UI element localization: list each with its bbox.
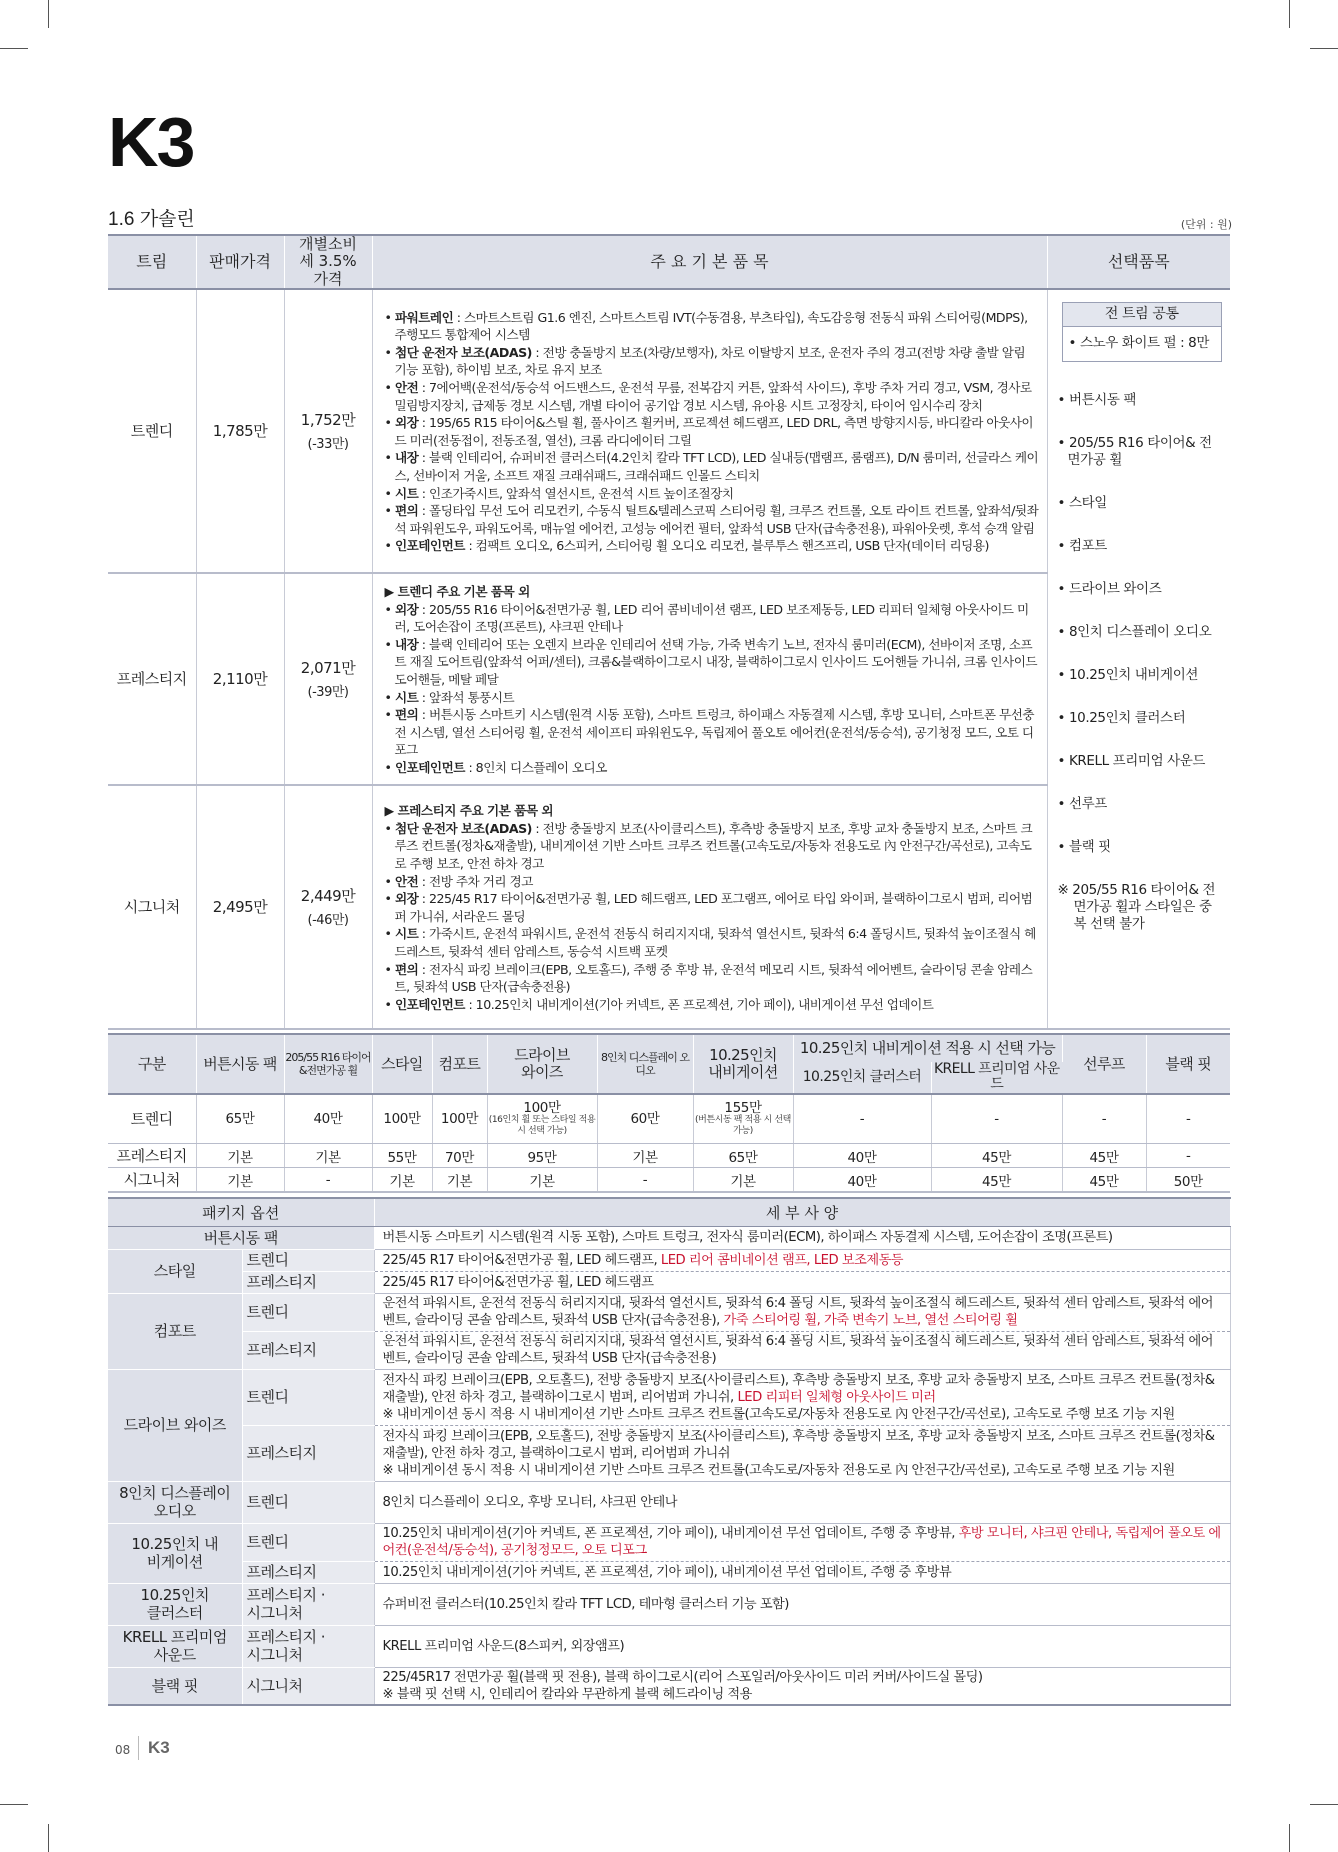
common-option-item: • 스노우 화이트 펄 : 8만	[1068, 334, 1209, 351]
page-subtitle: 1.6 가솔린	[108, 209, 195, 230]
feature-item: • 내장 : 블랙 인테리어 또는 오렌지 브라운 인테리어 선택 가능, 가죽 변속기 노브, 전자식 룸미러(ECM), 선바이저 조명, 소프트 재질 도어트림(앞좌석 어퍼/센터), 크롬&블랙하이그로시 내장, 블랙하이그로시 인사이드 도어핸들 가니쉬, 크롬 인사이드 도어핸들, 메탈 페달	[384, 636, 1038, 687]
feature-item: • 시트 : 인조가죽시트, 앞좌석 열선시트, 운전석 시트 높이조절장치	[384, 485, 734, 501]
option-price: 45만	[1062, 1168, 1146, 1192]
package-name: 버튼시동 팩	[108, 1226, 374, 1249]
package-trim: 시그니처	[242, 1667, 374, 1705]
col-black-fit: 블랙 핏	[1146, 1034, 1230, 1094]
table-row	[108, 1523, 1230, 1561]
option-price: 100만 (16인치 휠 또는 스타일 적용 시 선택 가능)	[487, 1094, 597, 1144]
table-row	[108, 1481, 1230, 1523]
option-price: 95만	[487, 1144, 597, 1168]
package-name: 드라이브 와이즈	[108, 1369, 242, 1481]
crop-mark	[0, 48, 28, 49]
feature-item: • 외장 : 195/65 R15 타이어&스틸 휠, 풀사이즈 휠커버, 프로젝션 헤드램프, LED DRL, 측면 방향지시등, 바디칼라 아웃사이드 미러(전동접이, 전동조절, 열선), 크롬 라디에이터 그릴	[384, 415, 1034, 448]
unit-note: (단위 : 원)	[1180, 218, 1232, 231]
option-item: • 205/55 R16 타이어& 전면가공 휠	[1057, 434, 1212, 468]
table-row	[108, 1168, 1230, 1192]
crop-mark	[1289, 0, 1290, 28]
option-price: 45만	[1062, 1144, 1146, 1168]
package-trim: 프레스티지	[242, 1561, 374, 1583]
option-price: 100만	[432, 1094, 487, 1144]
page-number: 08	[115, 1743, 131, 1757]
col-category: 구분	[108, 1034, 196, 1094]
feature-item: • 인포테인먼트 : 10.25인치 내비게이션(기아 커넥트, 폰 프로젝션, 기아 페이), 내비게이션 무선 업데이트	[384, 996, 934, 1012]
option-price: 기본	[196, 1144, 284, 1168]
option-price: 기본	[693, 1168, 793, 1192]
trim-tax-price: 1,752만 (-33만)	[284, 289, 372, 573]
option-price: 40만	[793, 1144, 931, 1168]
col-cluster: 10.25인치 클러스터	[793, 1062, 931, 1094]
feature-item: • 외장 : 225/45 R17 타이어&전면가공 휠, LED 헤드램프, LED 포그램프, 에어로 타입 와이퍼, 블랙하이그로시 범퍼, 리어범퍼 가니쉬, 서라운드 몰딩	[384, 891, 1033, 924]
package-detail-table	[108, 1197, 1231, 1706]
package-detail: 10.25인치 내비게이션(기아 커넥트, 폰 프로젝션, 기아 페이), 내비게이션 무선 업데이트, 주행 중 후방뷰, 후방 모니터, 샤크핀 안테나, 독립제어 풀오토 에어컨(운전석/동승석), 공기청정모드, 오토 디포그	[374, 1523, 1230, 1561]
package-detail: 225/45R17 전면가공 휠(블랙 핏 전용), 블랙 하이그로시(리어 스포일러/아웃사이드 미러 커버/사이드실 몰딩) ※ 블랙 핏 선택 시, 인테리어 칼라와 무관하게 블랙 헤드라이닝 적용	[374, 1667, 1230, 1705]
package-name: 블랙 핏	[108, 1667, 242, 1705]
package-detail: 8인치 디스플레이 오디오, 후방 모니터, 샤크핀 안테나	[374, 1481, 1230, 1523]
option-price: 65만	[196, 1094, 284, 1144]
option-item: • 컴포트	[1057, 537, 1107, 554]
feature-list	[372, 289, 1047, 573]
col-navigation: 10.25인치 내비게이션	[693, 1034, 793, 1094]
feature-item: • 편의 : 전자식 파킹 브레이크(EPB, 오토홀드), 주행 중 후방 뷰, 운전석 메모리 시트, 뒷좌석 에어벤트, 슬라이딩 콘솔 암레스트, 뒷좌석 USB 단자(급속충전용)	[384, 961, 1033, 995]
common-options-title: 전 트림 공통	[1063, 303, 1222, 327]
option-price: 기본	[432, 1168, 487, 1192]
option-price: 155만 (버튼시동 팩 적용 시 선택 가능)	[693, 1094, 793, 1144]
trim-name: 시그니처	[108, 1168, 196, 1192]
table-row	[108, 1561, 1230, 1583]
option-item: • 드라이브 와이즈	[1057, 580, 1162, 597]
package-trim: 프레스티지	[242, 1271, 374, 1293]
option-price: 40만	[284, 1094, 372, 1144]
table-row	[108, 1425, 1230, 1481]
package-trim: 프레스티지	[242, 1331, 374, 1369]
option-price: 65만	[693, 1144, 793, 1168]
trim-price: 1,785만	[196, 289, 284, 573]
option-price: -	[793, 1094, 931, 1144]
option-price: -	[284, 1168, 372, 1192]
feature-list	[372, 785, 1047, 1029]
feature-item: • 편의 : 폴딩타입 무선 도어 리모컨키, 수동식 틸트&텔레스코픽 스티어링 휠, 크루즈 컨트롤, 오토 라이트 컨트롤, 앞좌석/뒷좌석 파워윈도우, 파워도어록, 매뉴얼 에어컨, 고성능 에어컨 필터, 앞좌석 USB 단자(급속충전용), 파워아웃렛, 후석 승객 알림	[384, 503, 1039, 536]
table-row	[108, 1271, 1230, 1293]
trim-price: 2,495만	[196, 785, 284, 1029]
col-drive-wise: 드라이브 와이즈	[487, 1034, 597, 1094]
package-trim: 트렌디	[242, 1523, 374, 1561]
footer-divider	[138, 1736, 139, 1760]
option-price: -	[1146, 1144, 1230, 1168]
package-detail: 전자식 파킹 브레이크(EPB, 오토홀드), 전방 충돌방지 보조(사이클리스트), 후측방 충돌방지 보조, 후방 교차 충돌방지 보조, 스마트 크루즈 컨트롤(정차&재출발), 안전 하차 경고, 블랙하이그로시 범퍼, 리어범퍼 가니쉬, LED 리피터 일체형 아웃사이드 미러 ※ 내비게이션 동시 적용 시 내비게이션 기반 스마트 크루즈 컨트롤(고속도로/자동차 전용도로 內 안전구간/곡선로), 고속도로 주행 보조 기능 지원	[374, 1369, 1230, 1425]
feature-section-header: ▶ 트렌디 주요 기본 품목 외	[384, 583, 530, 599]
col-8inch-audio: 8인치 디스플레이 오디오	[597, 1034, 693, 1094]
option-price: -	[931, 1094, 1062, 1144]
package-detail: 버튼시동 스마트키 시스템(원격 시동 포함), 스마트 트렁크, 전자식 룸미러(ECM), 하이패스 자동결제 시스템, 도어손잡이 조명(프론트)	[374, 1226, 1230, 1249]
feature-item: • 편의 : 버튼시동 스마트키 시스템(원격 시동 포함), 스마트 트렁크, 하이패스 자동결제 시스템, 후방 모니터, 스마트폰 무선충전 시스템, 열선 스티어링 휠, 운전석 세이프티 파워윈도우, 독립제어 풀오토 에어컨(운전석/동승석), 공기청정 모드, 오토 디포그	[384, 707, 1035, 758]
footer-brand: K3	[148, 1738, 170, 1757]
feature-item: • 첨단 운전자 보조(ADAS) : 전방 충돌방지 보조(사이클리스트), 후측방 충돌방지 보조, 후방 교차 충돌방지 보조, 스마트 크루즈 컨트롤(정차&재출발), 내비게이션 기반 스마트 크루즈 컨트롤(고속도로/자동차 전용도로 內 안전구간/곡선로), 고속도로 주행 보조, 안전 하차 경고	[384, 820, 1033, 871]
option-item: • 10.25인치 내비게이션	[1057, 666, 1198, 683]
feature-item: • 외장 : 205/55 R16 타이어&전면가공 휠, LED 리어 콤비네이션 램프, LED 보조제동등, LED 리피터 일체형 아웃사이드 미러, 도어손잡이 조명(프론트), 샤크핀 안테나	[384, 601, 1029, 635]
table-row	[108, 1094, 1230, 1144]
feature-list	[372, 573, 1047, 785]
trim-name: 트렌디	[108, 289, 196, 573]
option-price: 45만	[931, 1144, 1062, 1168]
option-item: • 스타일	[1057, 494, 1107, 511]
feature-item: • 인포테인먼트 : 컴팩트 오디오, 6스피커, 스티어링 휠 오디오 리모컨, 블루투스 핸즈프리, USB 단자(데이터 리딩용)	[384, 538, 989, 554]
col-wheel: 205/55 R16 타이어 &전면가공 휠	[284, 1034, 372, 1094]
table-row	[108, 289, 1230, 573]
package-detail: KRELL 프리미엄 사운드(8스피커, 외장앰프)	[374, 1625, 1230, 1667]
option-price-table	[108, 1033, 1230, 1193]
header-features: 주 요 기 본 품 목	[372, 235, 1047, 289]
feature-item: • 안전 : 전방 주차 거리 경고	[384, 873, 533, 889]
crop-mark	[0, 1804, 28, 1805]
option-price: 기본	[196, 1168, 284, 1192]
option-price: 60만	[597, 1094, 693, 1144]
option-price: 기본	[372, 1168, 432, 1192]
package-detail: 10.25인치 내비게이션(기아 커넥트, 폰 프로젝션, 기아 페이), 내비게이션 무선 업데이트, 주행 중 후방뷰	[374, 1561, 1230, 1583]
package-name: 8인치 디스플레이 오디오	[108, 1481, 242, 1523]
option-item: • KRELL 프리미엄 사운드	[1057, 752, 1206, 769]
package-trim: 프레스티지 · 시그니처	[242, 1583, 374, 1625]
col-button-start-pack: 버튼시동 팩	[196, 1034, 284, 1094]
option-price: 기본	[597, 1144, 693, 1168]
trim-tax-price: 2,071만 (-39만)	[284, 573, 372, 785]
option-price: -	[1146, 1094, 1230, 1144]
option-price: 기본	[284, 1144, 372, 1168]
feature-item: • 내장 : 블랙 인테리어, 슈퍼비전 클러스터(4.2인치 칼라 TFT LCD), LED 실내등(맵램프, 룸램프), D/N 룸미러, 선글라스 케이스, 선바이저 거울, 소프트 재질 크래쉬패드, 크래쉬패드 인몰드 스티치	[384, 450, 1039, 483]
header-trim: 트림	[108, 235, 196, 289]
option-item: • 10.25인치 클러스터	[1057, 709, 1186, 726]
option-price: 40만	[793, 1168, 931, 1192]
package-name: 컴포트	[108, 1293, 242, 1369]
crop-mark	[1310, 1804, 1338, 1805]
common-options-box	[1062, 302, 1223, 362]
crop-mark	[1310, 48, 1338, 49]
brand-logo: K3	[108, 103, 194, 181]
package-name: 스타일	[108, 1249, 242, 1293]
option-price: 100만	[372, 1094, 432, 1144]
crop-mark	[48, 1824, 49, 1852]
options-note: ※ 205/55 R16 타이어& 전면가공 휠과 스타일은 중복 선택 불가	[1057, 881, 1216, 932]
feature-item: • 시트 : 가죽시트, 운전석 파워시트, 운전석 전동식 허리지지대, 뒷좌석 열선시트, 뒷좌석 6:4 폴딩시트, 뒷좌석 높이조절식 헤드레스트, 뒷좌석 센터 암레스트, 동승석 시트백 포켓	[384, 926, 1036, 959]
table-row	[108, 1144, 1230, 1168]
feature-item: • 시트 : 앞좌석 통풍시트	[384, 689, 515, 705]
option-price: 기본	[487, 1168, 597, 1192]
package-trim: 트렌디	[242, 1249, 374, 1271]
trim-name: 시그니처	[108, 785, 196, 1029]
option-item: • 버튼시동 팩	[1057, 391, 1137, 408]
trim-feature-table	[108, 234, 1230, 1030]
table-row	[108, 1331, 1230, 1369]
package-detail: 운전석 파워시트, 운전석 전동식 허리지지대, 뒷좌석 열선시트, 뒷좌석 6:4 폴딩 시트, 뒷좌석 높이조절식 헤드레스트, 뒷좌석 센터 암레스트, 뒷좌석 에어벤트, 슬라이딩 콘솔 암레스트, 뒷좌석 USB 단자(급속충전용)	[374, 1331, 1230, 1369]
package-name: KRELL 프리미엄 사운드	[108, 1625, 242, 1667]
option-item: • 선루프	[1057, 795, 1107, 812]
package-detail: 운전석 파워시트, 운전석 전동식 허리지지대, 뒷좌석 열선시트, 뒷좌석 6:4 폴딩 시트, 뒷좌석 높이조절식 헤드레스트, 뒷좌석 센터 암레스트, 뒷좌석 에어벤트, 슬라이딩 콘솔 암레스트, 뒷좌석 USB 단자(급속충전용), 가죽 스티어링 휠, 가죽 변속기 노브, 열선 스티어링 휠	[374, 1293, 1230, 1331]
package-detail: 전자식 파킹 브레이크(EPB, 오토홀드), 전방 충돌방지 보조(사이클리스트), 후측방 충돌방지 보조, 후방 교차 충돌방지 보조, 스마트 크루즈 컨트롤(정차&재출발), 안전 하차 경고, 블랙하이그로시 범퍼, 리어범퍼 가니쉬 ※ 내비게이션 동시 적용 시 내비게이션 기반 스마트 크루즈 컨트롤(고속도로/자동차 전용도로 內 안전구간/곡선로), 고속도로 주행 보조 기능 지원	[374, 1425, 1230, 1481]
package-trim: 트렌디	[242, 1481, 374, 1523]
trim-price: 2,110만	[196, 573, 284, 785]
option-price: 55만	[372, 1144, 432, 1168]
feature-item: • 첨단 운전자 보조(ADAS) : 전방 충돌방지 보조(차량/보행자), 차로 이탈방지 보조, 운전자 주의 경고(전방 차량 출발 알림 기능 포함), 하이빔 보조, 차로 유지 보조	[384, 344, 1026, 378]
option-price: 70만	[432, 1144, 487, 1168]
package-trim: 트렌디	[242, 1293, 374, 1331]
package-name: 10.25인치 내비게이션	[108, 1523, 242, 1583]
table-row	[108, 1293, 1230, 1331]
feature-section-header: ▶ 프레스티지 주요 기본 품목 외	[384, 803, 554, 819]
feature-item: • 파워트레인 : 스마트스트림 G1.6 엔진, 스마트스트림 IVT(수동겸용, 부츠타입), 속도감응형 전동식 파워 스티어링(MDPS), 주행모드 통합제어 시스템	[384, 309, 1028, 343]
header-tax-price: 개별소비세 3.5%가격	[284, 235, 372, 289]
options-column	[1047, 289, 1230, 1029]
table-row	[108, 1667, 1230, 1705]
option-price: -	[597, 1168, 693, 1192]
crop-mark	[1289, 1824, 1290, 1852]
package-trim: 트렌디	[242, 1369, 374, 1425]
col-style: 스타일	[372, 1034, 432, 1094]
crop-mark	[48, 0, 49, 28]
header-options: 선택품목	[1047, 235, 1230, 289]
option-price: 50만	[1146, 1168, 1230, 1192]
package-detail: 225/45 R17 타이어&전면가공 휠, LED 헤드램프, LED 리어 콤비네이션 램프, LED 보조제동등	[374, 1249, 1230, 1271]
package-detail: 슈퍼비전 클러스터(10.25인치 칼라 TFT LCD, 테마형 클러스터 기능 포함)	[374, 1583, 1230, 1625]
feature-item: • 안전 : 7에어백(운전석/동승석 어드밴스드, 운전석 무릎, 전복감지 커튼, 앞좌석 사이드), 후방 주차 거리 경고, VSM, 경사로 밀림방지장치, 급제동 경보 시스템, 개별 타이어 공기압 경보 시스템, 유아용 시트 고정장치, 타이어 임시수리 장치	[384, 379, 1032, 413]
option-item: • 8인치 디스플레이 오디오	[1057, 623, 1212, 640]
header-price: 판매가격	[196, 235, 284, 289]
col-comfort: 컴포트	[432, 1034, 487, 1094]
table-row	[108, 1625, 1230, 1667]
feature-item: • 인포테인먼트 : 8인치 디스플레이 오디오	[384, 759, 607, 775]
package-trim: 프레스티지	[242, 1425, 374, 1481]
col-krell: KRELL 프리미엄 사운드	[931, 1062, 1062, 1094]
trim-tax-price: 2,449만 (-46만)	[284, 785, 372, 1029]
table-row	[108, 1226, 1230, 1249]
package-trim: 프레스티지 · 시그니처	[242, 1625, 374, 1667]
trim-name: 프레스티지	[108, 573, 196, 785]
option-price: -	[1062, 1094, 1146, 1144]
table-row	[108, 1249, 1230, 1271]
trim-name: 프레스티지	[108, 1144, 196, 1168]
col-package: 패키지 옵션	[108, 1198, 374, 1226]
table-row	[108, 1369, 1230, 1425]
col-detail: 세 부 사 양	[374, 1198, 1230, 1226]
trim-name: 트렌디	[108, 1094, 196, 1144]
package-name: 10.25인치 클러스터	[108, 1583, 242, 1625]
col-sunroof: 선루프	[1062, 1034, 1146, 1094]
package-detail: 225/45 R17 타이어&전면가공 휠, LED 헤드램프	[374, 1271, 1230, 1293]
col-nav-options: 10.25인치 내비게이션 적용 시 선택 가능	[793, 1034, 1062, 1062]
option-price: 45만	[931, 1168, 1062, 1192]
option-item: • 블랙 핏	[1057, 838, 1111, 855]
table-row	[108, 1583, 1230, 1625]
